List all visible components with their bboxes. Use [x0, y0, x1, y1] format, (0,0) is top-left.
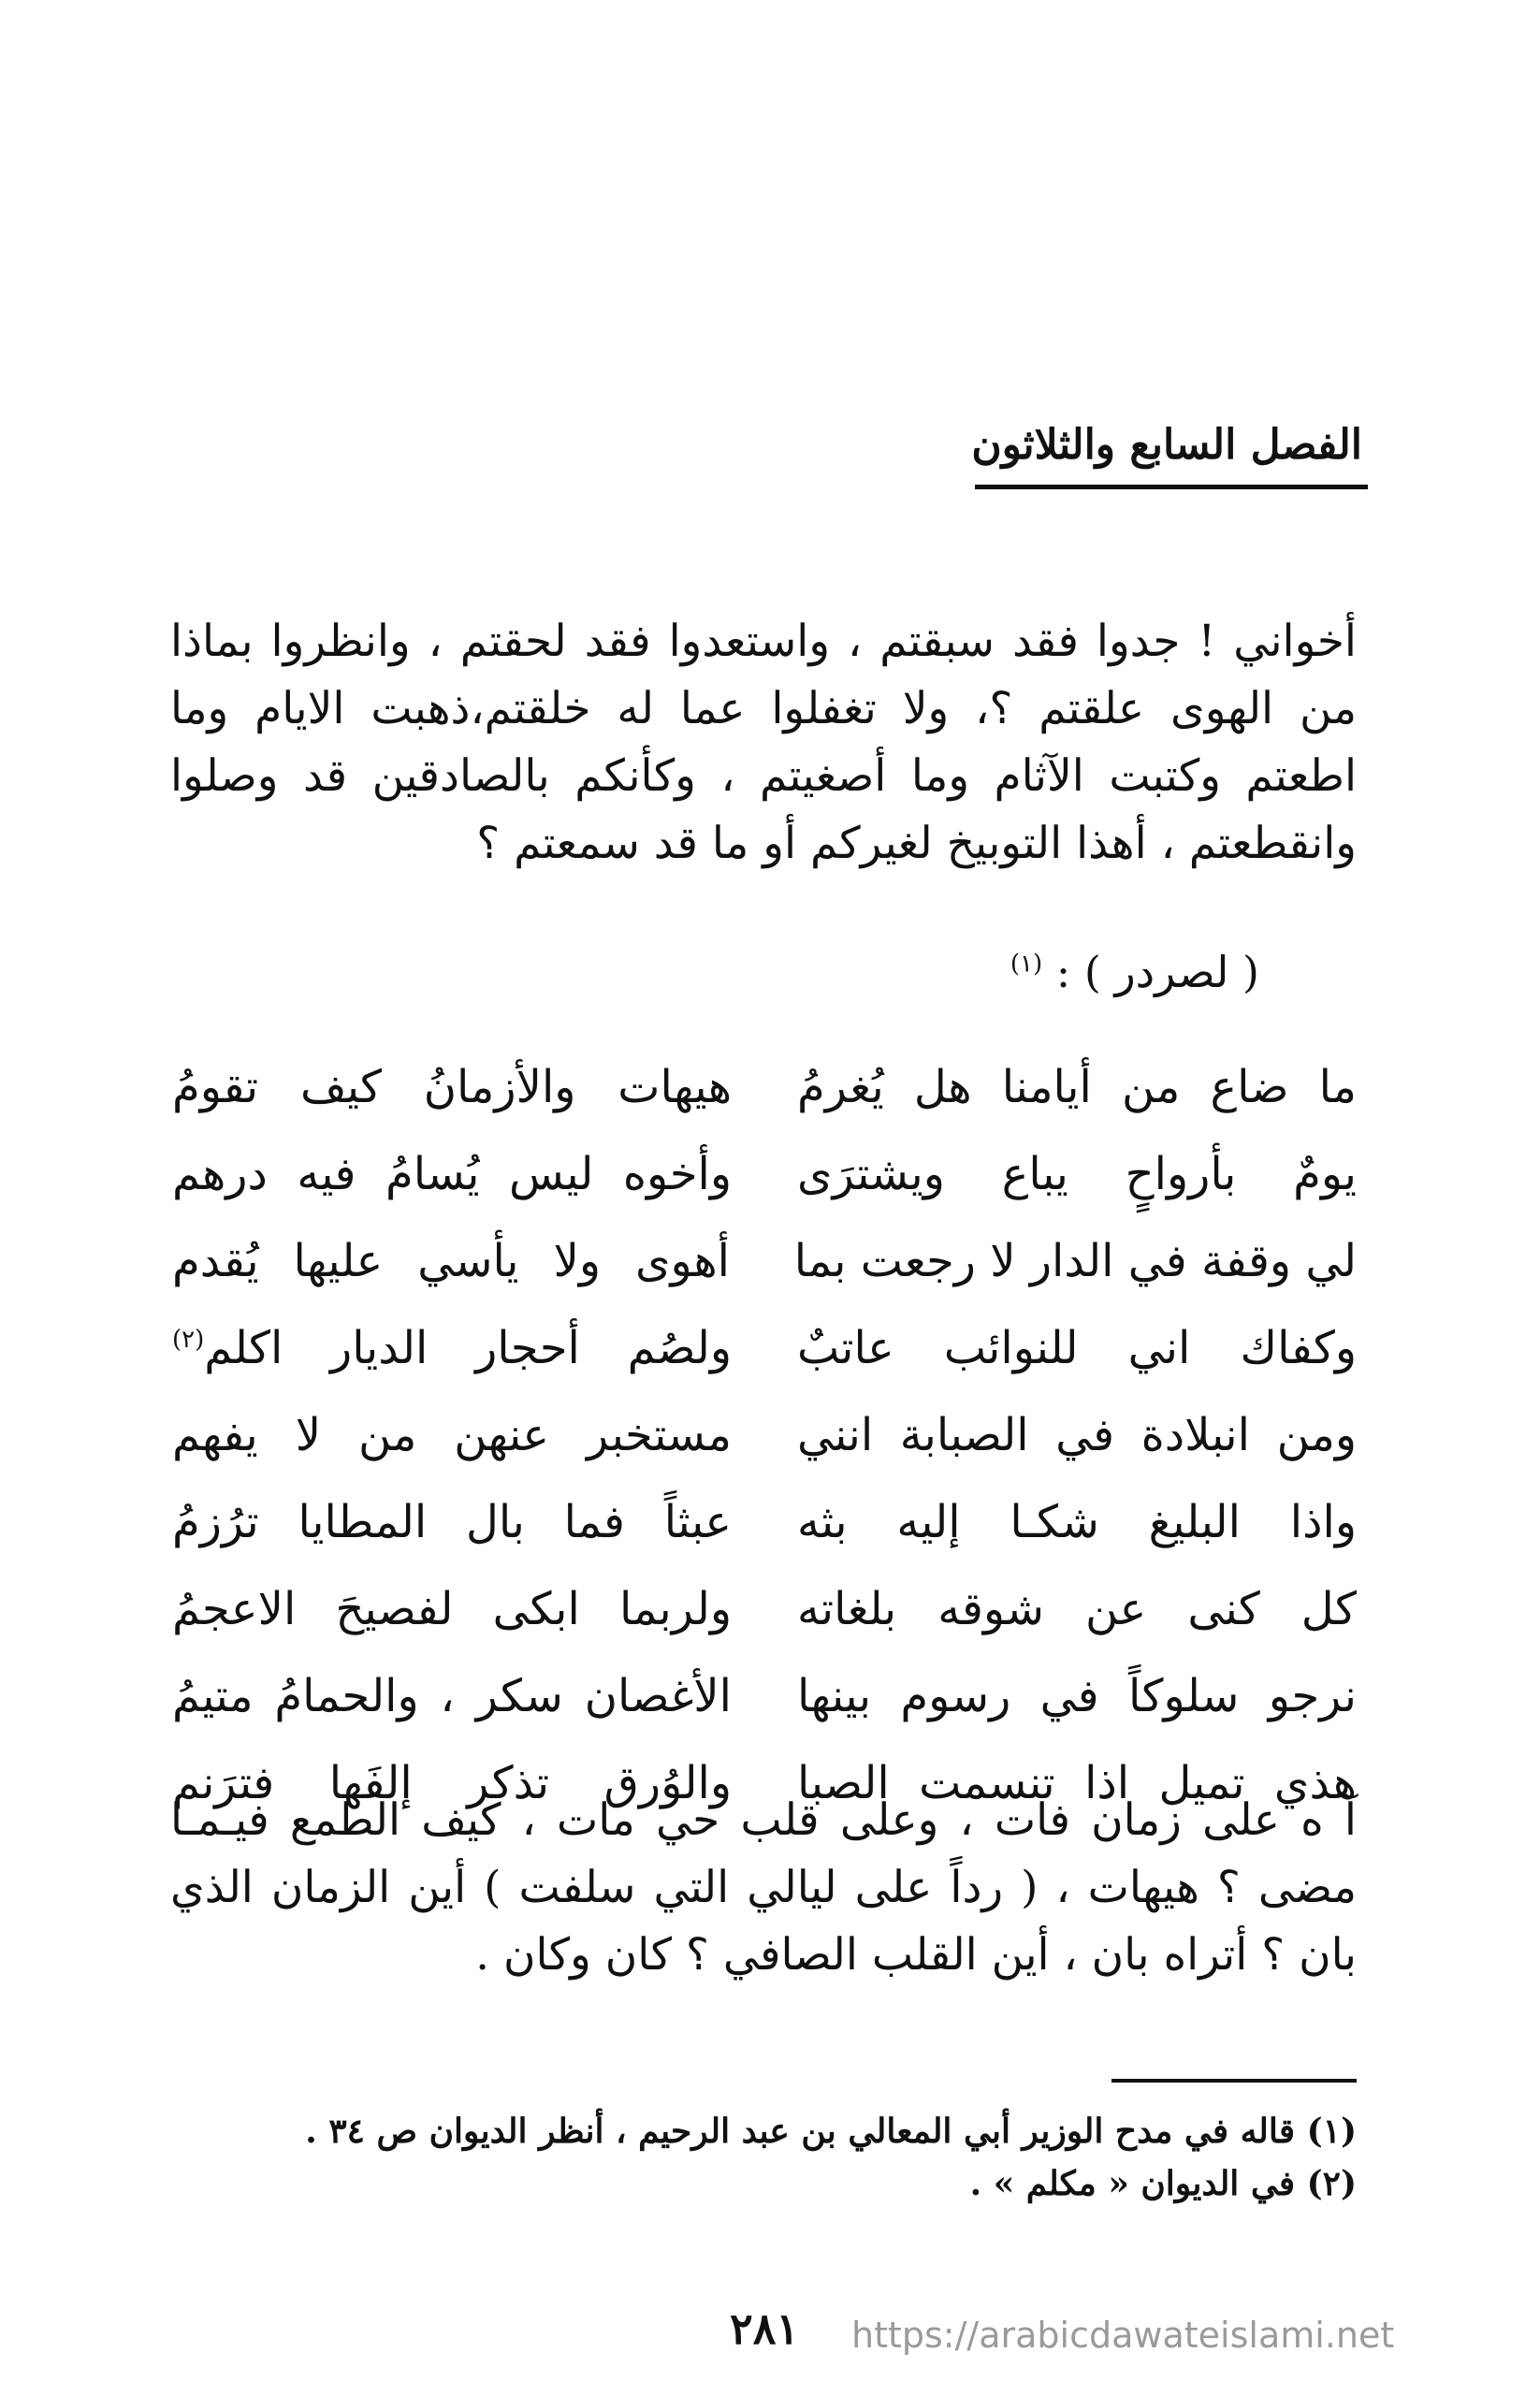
verse-first-hemistich: كل كنى عن شوقه بلغاته	[797, 1582, 1357, 1635]
verse-second-hemistich: مستخبر عنهن من لا يفهم	[172, 1408, 732, 1461]
verse-second-hemistich	[172, 1322, 732, 1374]
chapter-title: الفصل السابع والثلاثون	[971, 421, 1362, 469]
poem-verse	[172, 1478, 1357, 1565]
poem-verse	[172, 1043, 1357, 1130]
closing-paragraph-text: آ ه على زمان فات ، وعلى قلب حي مات ، كيف الطمع فيـمـا مضى ؟ هيهات ، ( رداً على ليالي التي سلفت ) أين الزمان الذي بان ؟ أتراه بان ، أين القلب الصافي ؟ كان وكان .	[170, 1794, 1357, 1981]
verse-first-hemistich: لي وقفة في الدار لا رجعت بما	[793, 1234, 1357, 1287]
footnotes	[170, 2105, 1357, 2210]
verse-second-hemistich: والوُرق تذكر إلفَها فترَنم	[172, 1756, 732, 1809]
verse-second-hemistich: ولربما ابكى لفصيحَ الاعجمُ	[172, 1582, 732, 1635]
verse-first-hemistich: ومن انبلادة في الصبابة انني	[797, 1408, 1357, 1461]
poem-verse	[172, 1565, 1357, 1652]
verse-second-hemistich: أهوى ولا يأسي عليها يُقدم	[172, 1234, 730, 1287]
verse-second-hemistich: الأغصان سكر ، والحمامُ متيمُ	[172, 1669, 732, 1722]
verse-second-hemistich: هيهات والأزمانُ كيف تقومُ	[172, 1060, 732, 1113]
poem-verse	[172, 1130, 1357, 1217]
verse-first-hemistich: ما ضاع من أيامنا هل يُغرمُ	[797, 1060, 1357, 1113]
intro-paragraph-text: أخواني ! جدوا فقد سبقتم ، واستعدوا فقد لحقتم ، وانظروا بماذا من الهوى علقتم ؟، ولا تغفلوا عما له خلقتم،ذهبت الايام وما اطعتم وكتبت الآثام وما أصغيتم ، وكأنكم بالصادقين قد وصلوا وانقطعتم ، أهذا التوبيخ لغيركم أو ما قد سمعتم ؟	[170, 616, 1357, 869]
footnote-1: (١) قاله في مدح الوزير أبي المعالي بن عبد الرحيم ، أنظر الديوان ص ٣٤ .	[305, 2112, 1357, 2151]
page-number: ٢٨١	[730, 2303, 800, 2354]
footnote-mark-2: (٢)	[172, 1325, 205, 1354]
poem-verse	[172, 1652, 1357, 1739]
poem-verse	[172, 1391, 1357, 1478]
poem-source-text: ( لصردر ) :	[1055, 947, 1259, 997]
footnote-mark-1: (١)	[1010, 950, 1043, 979]
poem-source	[1010, 947, 1259, 997]
verse-first-hemistich: واذا البليغ شكـا إليه بثه	[797, 1495, 1357, 1548]
verse-second-hemistich-text: ولصُم أحجار الديار اكلم	[204, 1321, 732, 1374]
footnote-separator	[1111, 2079, 1357, 2083]
verse-second-hemistich: عبثاً فما بال المطايا ترُزمُ	[172, 1495, 732, 1548]
poem-verse	[172, 1304, 1357, 1391]
verse-first-hemistich: هذي تميل اذا تنسمت الصبا	[797, 1756, 1357, 1809]
verse-first-hemistich: نرجو سلوكاً في رسوم بينها	[797, 1669, 1357, 1722]
watermark-url: https://arabicdawateislami.net	[851, 2315, 1395, 2356]
footnote-2: (٢) في الديوان « مكلم » .	[969, 2164, 1357, 2203]
intro-paragraph	[170, 608, 1357, 878]
verse-second-hemistich: وأخوه ليس يُسامُ فيه درهم	[172, 1147, 732, 1200]
poem-verse	[172, 1217, 1357, 1304]
closing-paragraph	[170, 1787, 1357, 1989]
poem	[172, 1043, 1357, 1826]
verse-first-hemistich: يومٌ بأرواحٍ يباع ويشترَى	[797, 1147, 1357, 1200]
title-underline	[975, 485, 1368, 489]
verse-first-hemistich: وكفاك اني للنوائب عاتبٌ	[797, 1321, 1357, 1374]
